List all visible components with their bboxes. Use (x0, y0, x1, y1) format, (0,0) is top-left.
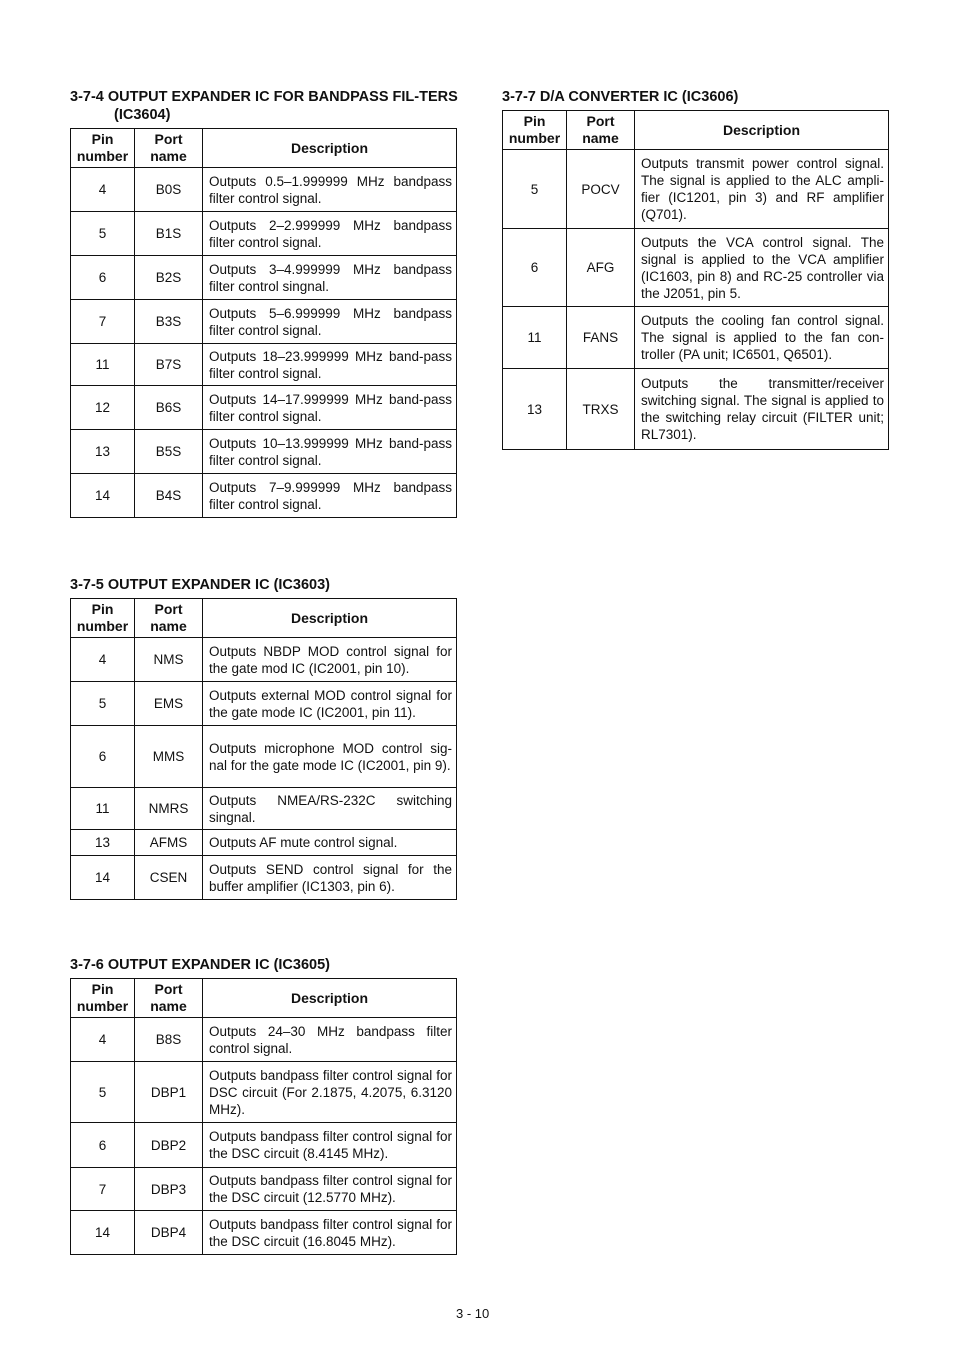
section-title: 3-7-4 OUTPUT EXPANDER IC FOR BANDPASS FIL-TERS (IC3604) (70, 89, 458, 123)
description-cell: Outputs 24–30 MHz bandpass filter control signal. (203, 1018, 457, 1062)
description-cell: Outputs NMEA/RS-232C switching singnal. (203, 788, 457, 830)
pin-number-cell: 7 (71, 300, 135, 344)
port-name-cell: DBP4 (135, 1211, 203, 1255)
pin-number-cell: 5 (71, 682, 135, 726)
table-row (71, 386, 457, 430)
table-row (71, 344, 457, 386)
table-row (71, 830, 457, 856)
pin-number-cell: 13 (71, 430, 135, 474)
pin-number-cell: 5 (503, 150, 567, 229)
pin-table (502, 110, 889, 450)
pin-number-cell: 6 (71, 726, 135, 788)
port-name-cell: B2S (135, 256, 203, 300)
description-cell: Outputs 5–6.999999 MHz bandpass filter control signal. (203, 300, 457, 344)
port-name-cell: CSEN (135, 856, 203, 900)
header-row (71, 599, 457, 638)
section-3-7-6 (70, 956, 458, 1255)
port-name-cell: POCV (567, 150, 635, 229)
description-cell: Outputs transmit power control signal. The signal is applied to the ALC ampli-fier (IC1201, pin 3) and RF amplifier (Q701). (635, 150, 889, 229)
description-cell: Outputs external MOD control signal for the gate mode IC (IC2001, pin 11). (203, 682, 457, 726)
pin-number-cell: 11 (71, 344, 135, 386)
table-row (71, 1018, 457, 1062)
description-cell: Outputs bandpass filter control signal for the DSC circuit (8.4145 MHz). (203, 1123, 457, 1168)
port-name-cell: B6S (135, 386, 203, 430)
port-name-cell: B8S (135, 1018, 203, 1062)
table-row (503, 307, 889, 369)
port-name-cell: B5S (135, 430, 203, 474)
pin-number-cell: 6 (71, 256, 135, 300)
pin-number-cell: 7 (71, 1168, 135, 1211)
pin-number-cell: 5 (71, 212, 135, 256)
pin-number-cell: 14 (71, 856, 135, 900)
section-3-7-7 (502, 88, 890, 450)
section-title: 3-7-5 OUTPUT EXPANDER IC (IC3603) (70, 577, 330, 593)
description-cell: Outputs microphone MOD control sig-nal for the gate mode IC (IC2001, pin 9). (203, 726, 457, 788)
table-row (503, 150, 889, 229)
pin-number-cell: 5 (71, 1062, 135, 1123)
description-cell: Outputs SEND control signal for the buffer amplifier (IC1303, pin 6). (203, 856, 457, 900)
pin-header: Pin number (71, 599, 135, 638)
port-name-cell: DBP1 (135, 1062, 203, 1123)
description-cell: Outputs AF mute control signal. (203, 830, 457, 856)
table-row (71, 638, 457, 682)
description-header: Description (203, 979, 457, 1018)
section-title: 3-7-6 OUTPUT EXPANDER IC (IC3605) (70, 957, 330, 973)
description-cell: Outputs 0.5–1.999999 MHz bandpass filter control signal. (203, 168, 457, 212)
port-name-cell: NMRS (135, 788, 203, 830)
pin-number-cell: 11 (71, 788, 135, 830)
table-row (71, 430, 457, 474)
pin-table (70, 598, 457, 900)
port-name-cell: TRXS (567, 369, 635, 450)
pin-number-cell: 6 (71, 1123, 135, 1168)
port-name-cell: EMS (135, 682, 203, 726)
pin-number-cell: 11 (503, 307, 567, 369)
pin-number-cell: 6 (503, 229, 567, 307)
port-header: Port name (135, 979, 203, 1018)
port-header: Port name (567, 111, 635, 150)
description-cell: Outputs 3–4.999999 MHz bandpass filter control singnal. (203, 256, 457, 300)
pin-header: Pin number (71, 979, 135, 1018)
pin-number-cell: 4 (71, 168, 135, 212)
section-title: 3-7-7 D/A CONVERTER IC (IC3606) (502, 89, 739, 105)
pin-number-cell: 12 (71, 386, 135, 430)
description-cell: Outputs the VCA control signal. The signal is applied to the VCA amplifier (IC1603, pin 8) and RC-25 controller via the J2051, pin 5. (635, 229, 889, 307)
port-name-cell: B7S (135, 344, 203, 386)
description-cell: Outputs 14–17.999999 MHz band-pass filter control signal. (203, 386, 457, 430)
description-cell: Outputs 2–2.999999 MHz bandpass filter control signal. (203, 212, 457, 256)
header-row (503, 111, 889, 150)
pin-number-cell: 13 (503, 369, 567, 450)
port-header: Port name (135, 599, 203, 638)
pin-number-cell: 14 (71, 1211, 135, 1255)
pin-number-cell: 4 (71, 1018, 135, 1062)
port-name-cell: DBP2 (135, 1123, 203, 1168)
port-name-cell: AFG (567, 229, 635, 307)
port-name-cell: AFMS (135, 830, 203, 856)
pin-table (70, 978, 457, 1255)
description-cell: Outputs the cooling fan control signal. The signal is applied to the fan con-troller (PA unit; IC6501, Q6501). (635, 307, 889, 369)
page-number: 3 - 10 (456, 1306, 490, 1321)
description-header: Description (203, 599, 457, 638)
description-cell: Outputs NBDP MOD control signal for the gate mod IC (IC2001, pin 10). (203, 638, 457, 682)
table-row (503, 369, 889, 450)
pin-header: Pin number (503, 111, 567, 150)
header-row (71, 129, 457, 168)
table-row (71, 474, 457, 518)
description-cell: Outputs the transmitter/receiver switching signal. The signal is applied to the switching relay circuit (FILTER unit; RL7301). (635, 369, 889, 450)
section-3-7-5 (70, 576, 458, 900)
port-name-cell: B3S (135, 300, 203, 344)
table-row (71, 682, 457, 726)
table-row (71, 1123, 457, 1168)
description-cell: Outputs 18–23.999999 MHz band-pass filter control signal. (203, 344, 457, 386)
port-name-cell: MMS (135, 726, 203, 788)
table-row (71, 256, 457, 300)
description-cell: Outputs bandpass filter control signal for DSC circuit (For 2.1875, 4.2075, 6.3120 MHz). (203, 1062, 457, 1123)
table-row (71, 856, 457, 900)
table-row (71, 168, 457, 212)
section-3-7-4 (70, 88, 458, 518)
table-row (71, 726, 457, 788)
port-name-cell: NMS (135, 638, 203, 682)
description-cell: Outputs bandpass filter control signal for the DSC circuit (12.5770 MHz). (203, 1168, 457, 1211)
table-row (71, 212, 457, 256)
pin-number-cell: 14 (71, 474, 135, 518)
table-row (71, 788, 457, 830)
pin-table (70, 128, 457, 518)
table-row (71, 1211, 457, 1255)
pin-number-cell: 4 (71, 638, 135, 682)
header-row (71, 979, 457, 1018)
description-header: Description (635, 111, 889, 150)
port-name-cell: B1S (135, 212, 203, 256)
table-row (503, 229, 889, 307)
table-row (71, 300, 457, 344)
description-header: Description (203, 129, 457, 168)
pin-header: Pin number (71, 129, 135, 168)
table-row (71, 1168, 457, 1211)
port-name-cell: B4S (135, 474, 203, 518)
port-name-cell: DBP3 (135, 1168, 203, 1211)
description-cell: Outputs 10–13.999999 MHz band-pass filter control signal. (203, 430, 457, 474)
description-cell: Outputs bandpass filter control signal for the DSC circuit (16.8045 MHz). (203, 1211, 457, 1255)
port-header: Port name (135, 129, 203, 168)
description-cell: Outputs 7–9.999999 MHz bandpass filter control signal. (203, 474, 457, 518)
table-row (71, 1062, 457, 1123)
pin-number-cell: 13 (71, 830, 135, 856)
port-name-cell: FANS (567, 307, 635, 369)
port-name-cell: B0S (135, 168, 203, 212)
